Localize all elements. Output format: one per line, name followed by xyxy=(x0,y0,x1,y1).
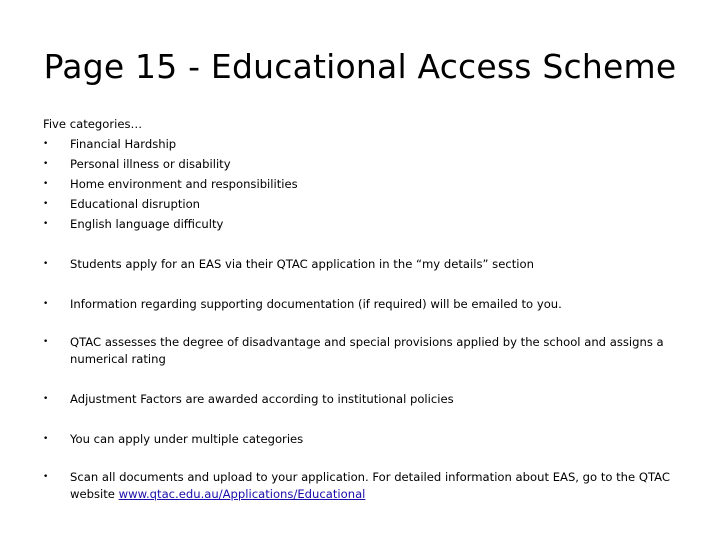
bullet-icon: • xyxy=(43,179,49,189)
point-text: You can apply under multiple categories xyxy=(70,432,304,446)
point-text: Information regarding supporting documentation (if required) will be emailed to you. xyxy=(70,297,562,311)
point-item xyxy=(43,429,683,449)
point-item xyxy=(43,294,683,314)
category-label: Home environment and responsibilities xyxy=(70,177,298,191)
qtac-link[interactable]: www.qtac.edu.au/Applications/Educational xyxy=(118,487,366,501)
category-item xyxy=(43,214,683,234)
category-label: English language difficulty xyxy=(70,217,224,231)
bullet-icon: • xyxy=(43,199,49,209)
categories-intro: Five categories… xyxy=(43,117,143,131)
bullet-icon: • xyxy=(43,159,49,169)
category-label: Financial Hardship xyxy=(70,137,177,151)
category-label: Personal illness or disability xyxy=(70,157,231,171)
category-item xyxy=(43,134,683,154)
point-text: Scan all documents and upload to your application. For detailed information about EAS, go to the QTAC website xyxy=(70,470,670,501)
bullet-icon: • xyxy=(43,219,49,229)
category-item xyxy=(43,194,683,214)
point-item xyxy=(43,334,683,368)
bullet-icon: • xyxy=(43,259,49,269)
point-text: Students apply for an EAS via their QTAC application in the “my details” section xyxy=(70,257,534,271)
bullet-icon: • xyxy=(43,337,49,347)
bullet-icon: • xyxy=(43,472,49,482)
point-item xyxy=(43,389,683,409)
point-text: Adjustment Factors are awarded according to institutional policies xyxy=(70,392,454,406)
slide-body xyxy=(43,114,683,503)
point-item xyxy=(43,469,683,503)
bullet-icon: • xyxy=(43,394,49,404)
point-item xyxy=(43,254,683,274)
bullet-icon: • xyxy=(43,299,49,309)
category-item xyxy=(43,174,683,194)
bullet-icon: • xyxy=(43,139,49,149)
category-label: Educational disruption xyxy=(70,197,201,211)
point-text: QTAC assesses the degree of disadvantage and special provisions applied by the school and assigns a numerical rating xyxy=(70,335,664,366)
bullet-icon: • xyxy=(43,434,49,444)
category-item xyxy=(43,154,683,174)
slide-title: Page 15 - Educational Access Scheme xyxy=(43,47,677,86)
